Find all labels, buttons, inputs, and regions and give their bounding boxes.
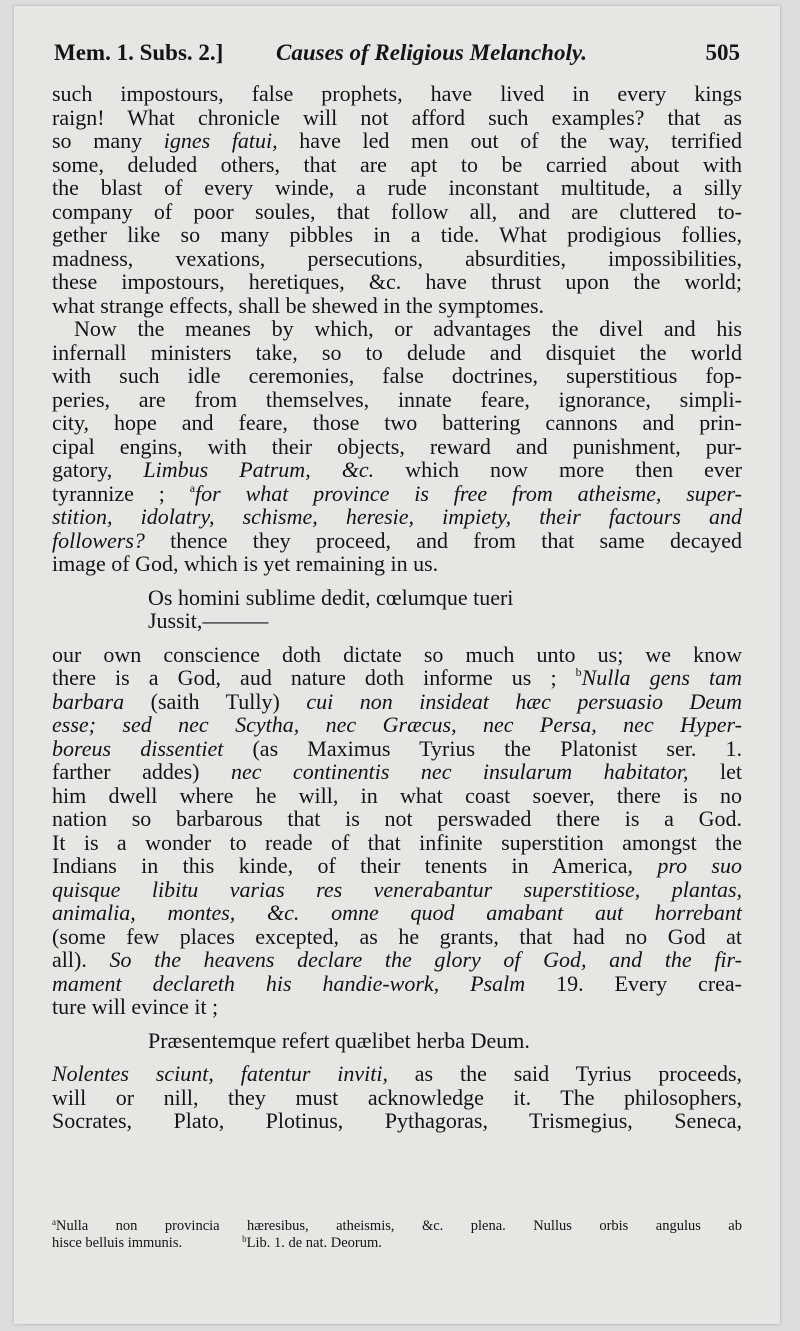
text-line: so many ignes fatui, have led men out of the way, terrified (52, 128, 742, 153)
text-line: tyrannize ; $^a$for what province is free from atheisme, super- (52, 480, 742, 506)
text-line: barbara (saith Tully) cui non insideat hæc persuasio Deum (52, 688, 742, 714)
verse-line: Jussit,——— (148, 608, 269, 633)
text-line: mament declareth his handie-work, Psalm 19. Every crea- (52, 970, 742, 996)
footnote-a-continued: hisce belluis immunis. $^b$Lib. 1. de nat. Deorum. (52, 1234, 382, 1251)
text-line: company of poor soules, that follow all, and are cluttered to- (52, 198, 742, 224)
text-line: Nolentes sciunt, fatentur inviti, as the said Tyrius proceeds, (52, 1061, 742, 1086)
text-line: quisque libitu varias res venerabantur superstitiose, plantas, (52, 876, 742, 902)
text-line: farther addes) nec continentis nec insularum habitator, let (52, 759, 743, 784)
text-line: (some few places excepted, as he grants, that had no God at (52, 923, 742, 949)
body-text (52, 82, 742, 1133)
text-line: esse; sed nec Scytha, nec Græcus, nec Persa, nec Hyper- (52, 712, 742, 737)
text-line: madness, vexations, persecutions, absurdities, impossibilities, (52, 245, 742, 271)
section-reference: Mem. 1. Subs. 2.] (54, 40, 224, 65)
text-line: raign! What chronicle will not afford such examples? that as (52, 104, 742, 130)
footnote-b-marker: b (242, 1234, 247, 1244)
text-line: gether like so many pibbles in a tide. What prodigious follies, (52, 222, 742, 247)
footnote-a: $^a$Nulla non provincia hæresibus, atheismis, &c. plena. Nullus orbis angulus ab (52, 1217, 742, 1234)
text-line: Socrates, Plato, Plotinus, Pythagoras, Trismegius, Seneca, (52, 1108, 742, 1133)
text-line: ture will evince it ; (52, 994, 219, 1019)
text-line: will or nill, they must acknowledge it. The philosophers, (52, 1084, 742, 1110)
text-line: him dwell where he will, in what coast soever, there is no (52, 782, 742, 808)
text-line: boreus dissentiet (as Maximus Tyrius the Platonist ser. 1. (52, 735, 742, 761)
text-line: our own conscience doth dictate so much unto us; we know (52, 641, 742, 667)
text-line: image of God, which is yet remaining in us. (52, 551, 439, 576)
text-line: all). So the heavens declare the glory of God, and the fir- (52, 947, 742, 972)
page-number: 505 (705, 40, 740, 65)
text-line: what strange effects, shall be shewed in the symptomes. (52, 292, 545, 318)
text-line: city, hope and feare, those two battering cannons and prin- (52, 410, 742, 435)
text-line: gatory, Limbus Patrum, &c. which now more then ever (52, 457, 743, 482)
text-line: followers? thence they proceed, and from that same decayed (52, 527, 742, 553)
book-page (14, 6, 780, 1324)
text-line: such impostours, false prophets, have lived in every kings (52, 81, 742, 106)
paragraph-start: Now the meanes by which, or advantages the divel and his (74, 316, 742, 341)
text-line: peries, are from themselves, innate feare, ignorance, simpli- (52, 386, 742, 412)
text-line: animalia, montes, &c. omne quod amabant aut horrebant (52, 900, 742, 925)
footnote-b: Lib. 1. de nat. Deorum. (246, 1235, 382, 1251)
text-line: infernall ministers take, so to delude and disquiet the world (52, 339, 742, 365)
footnote-marker-a: a (189, 480, 196, 495)
text-line: these impostours, heretiques, &c. have thrust upon the world; (52, 269, 742, 294)
text-line: with such idle ceremonies, false doctrines, superstitious fop- (52, 363, 742, 388)
text-line: Indians in this kinde, of their tenents in America, pro suo (52, 853, 742, 878)
text-line: stition, idolatry, schisme, heresie, impiety, their factours and (52, 504, 742, 529)
text-line: It is a wonder to reade of that infinite superstition amongst the (52, 829, 742, 855)
text-line: nation so barbarous that is not perswaded there is a God. (52, 806, 742, 831)
footnotes (52, 1218, 742, 1252)
text-line: some, deluded others, that are apt to be carried about with (52, 151, 742, 177)
footnote-marker-b: b (575, 665, 582, 679)
running-title: Causes of Religious Melancholy. (276, 40, 587, 65)
text-line: there is a God, aud nature doth informe us ; $^b$Nulla gens tam (52, 665, 742, 690)
verse-line: Præsentemque refert quælibet herba Deum. (148, 1027, 530, 1053)
text-line: cipal engins, with their objects, reward and punishment, pur- (52, 433, 742, 459)
verse-line: Os homini sublime dedit, cœlumque tueri (148, 584, 514, 610)
text-line: the blast of every winde, a rude inconstant multitude, a silly (52, 175, 742, 200)
